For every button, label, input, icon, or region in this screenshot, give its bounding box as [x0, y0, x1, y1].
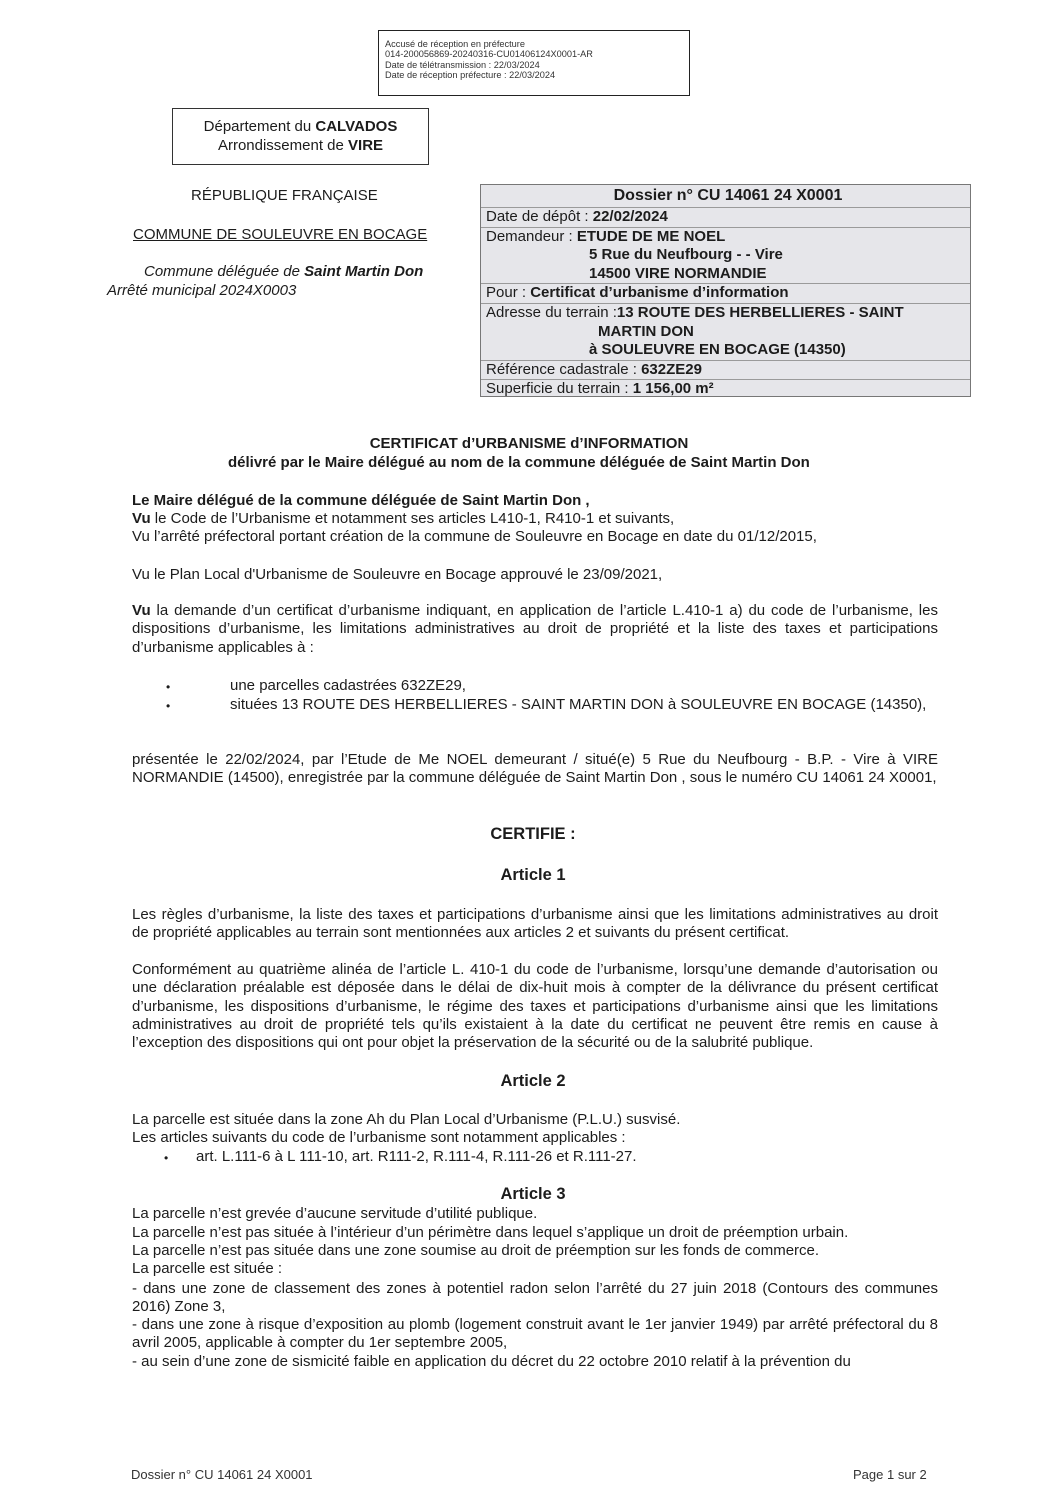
demandeur-name: ETUDE DE ME NOEL	[576, 227, 726, 245]
article-2-line-2: Les articles suivants du code de l’urbanisme sont notamment applicables :	[132, 1129, 626, 1146]
vu-keyword: Vu	[132, 602, 151, 619]
arrondissement-prefix: Arrondissement de	[217, 137, 349, 154]
address-bullet-text: situées 13 ROUTE DES HERBELLIERES - SAINT MARTIN DON à SOULEUVRE EN BOCAGE (14350),	[230, 696, 927, 713]
article-2-line-1: La parcelle est située dans la zone Ah du Plan Local d’Urbanisme (P.L.U.) susvisé.	[132, 1111, 681, 1128]
certifie-heading: CERTIFIE :	[490, 825, 576, 843]
department-line	[173, 117, 428, 136]
adresse-line: MARTIN DON	[598, 322, 694, 340]
article-3-dash-1: - dans une zone de classement des zones à potentiel radon selon l’arrêté du 27 juin 2018 (Contours des communes 2016) Zone 3,	[132, 1280, 938, 1316]
demandeur-address: 5 Rue du Neufbourg - - Vire	[589, 246, 783, 264]
demandeur-label: Demandeur :	[486, 227, 577, 245]
article-3-heading: Article 3	[500, 1185, 566, 1203]
superficie-row	[481, 380, 970, 399]
certificate-subtitle: délivré par le Maire délégué au nom de la commune déléguée de Saint Martin Don	[228, 454, 810, 471]
demandeur-row	[481, 228, 970, 285]
article-3-line-2: La parcelle n’est pas située à l’intérieur d’un périmètre dans lequel s’applique un droit de préemption urbain.	[132, 1224, 849, 1241]
parcel-bullet: une parcelles cadastrées 632ZE29,	[230, 677, 466, 694]
vu-plu-line: Vu le Plan Local d'Urbanisme de Souleuvre en Bocage approuvé le 23/09/2021,	[132, 566, 663, 583]
adresse-line: à SOULEUVRE EN BOCAGE (14350)	[589, 341, 846, 359]
depot-value: 22/02/2024	[592, 208, 668, 225]
demandeur-city: 14500 VIRE NORMANDIE	[589, 264, 767, 282]
vu-code-line	[132, 510, 938, 528]
dossier-box	[480, 184, 971, 397]
arrondissement-name: VIRE	[348, 137, 384, 154]
certificate-title: CERTIFICAT d’URBANISME d’INFORMATION	[369, 435, 689, 452]
bullet-icon: •	[166, 680, 171, 694]
vu-demande-paragraph	[132, 602, 938, 657]
receipt-line: Accusé de réception en préfecture	[385, 39, 525, 49]
bullet-icon: •	[166, 699, 171, 713]
receipt-line: Date de réception préfecture : 22/03/2024	[385, 70, 556, 81]
commune-deleguee	[144, 263, 423, 280]
vu-keyword: Vu	[132, 510, 151, 527]
depot-row	[481, 208, 970, 228]
pour-value: Certificat d’urbanisme d’information	[530, 284, 789, 302]
maire-text: Le Maire délégué de la commune déléguée de Saint Martin Don ,	[132, 492, 590, 509]
receipt-line: Date de télétransmission : 22/03/2024	[385, 59, 540, 70]
adresse-line: 13 ROUTE DES HERBELLIERES - SAINT	[616, 303, 904, 321]
department-name: CALVADOS	[315, 118, 398, 135]
commune-deleguee-name: Saint Martin Don	[304, 263, 424, 280]
department-box	[172, 108, 429, 165]
article-3-line-3: La parcelle n’est pas située dans une zone soumise au droit de préemption sur les fonds de commerce.	[132, 1242, 820, 1259]
footer-dossier-number: Dossier n° CU 14061 24 X0001	[131, 1467, 313, 1482]
prefecture-receipt-box	[378, 30, 690, 96]
arrondissement-line	[173, 136, 428, 155]
article-3-line-4: La parcelle est située :	[132, 1260, 283, 1277]
republique-heading: RÉPUBLIQUE FRANÇAISE	[191, 187, 378, 204]
article-2-heading: Article 2	[500, 1072, 566, 1090]
article-3-dash-3: - au sein d’une zone de sismicité faible en application du décret du 22 octobre 2010 relatif à la prévention du	[132, 1353, 851, 1370]
reference-label: Référence cadastrale :	[486, 360, 642, 378]
article-3-line-1: La parcelle n’est grevée d’aucune servitude d’utilité publique.	[132, 1205, 538, 1222]
reference-row	[481, 361, 970, 381]
presentee-paragraph: présentée le 22/02/2024, par l’Etude de Me NOEL demeurant / situé(e) 5 Rue du Neufbourg - B.P. - Vire à VIRE NORMANDIE (14500), enregistrée par la commune déléguée de Saint Martin Don , sous le numéro CU 14061 24 X0001,	[132, 751, 938, 787]
article-3-dash-2: - dans une zone à risque d’exposition au plomb (logement construit avant le 1er janvier 1949) par arrêté préfectoral du 8 avril 2005, applicable à compter du 1er septembre 2005,	[132, 1316, 938, 1352]
superficie-label: Superficie du terrain :	[486, 380, 633, 398]
adresse-row	[481, 304, 970, 361]
superficie-value: 1 156,00 m²	[632, 380, 714, 398]
adresse-label: Adresse du terrain :	[486, 303, 617, 321]
article-1-paragraph-1: Les règles d’urbanisme, la liste des taxes et participations d’urbanisme ainsi que les limitations administratives au droit de propriété applicables au terrain sont mentionnées aux articles 2 et suivants du présent certificat.	[132, 906, 938, 942]
vu-demande-text: la demande d’un certificat d’urbanisme indiquant, en application de l’article L.410-1 a) du code de l’urbanisme, les dispositions d’urbanisme, les limitations administratives au droit de propriété et la liste des taxes et participations d’urbanisme applicables à :	[132, 602, 938, 656]
dossier-title: Dossier n° CU 14061 24 X0001	[481, 185, 970, 208]
address-bullet	[230, 696, 938, 714]
receipt-line: 014-200056869-20240316-CU01406124X0001-AR	[385, 49, 593, 60]
commune-deleguee-prefix: Commune déléguée de	[144, 263, 305, 280]
maire-line	[132, 492, 938, 510]
bullet-icon: •	[164, 1151, 169, 1165]
article-1-heading: Article 1	[500, 866, 566, 884]
arrete-number: Arrêté municipal 2024X0003	[107, 282, 297, 299]
footer-page-number: Page 1 sur 2	[853, 1467, 927, 1482]
pour-label: Pour :	[486, 284, 531, 302]
vu-code-text: le Code de l’Urbanisme et notamment ses articles L410-1, R410-1 et suivants,	[150, 510, 675, 527]
depot-label: Date de dépôt :	[486, 208, 593, 225]
article-2-bullet: art. L.111-6 à L 111-10, art. R111-2, R.111-4, R.111-26 et R.111-27.	[196, 1148, 637, 1165]
reference-value: 632ZE29	[641, 360, 702, 378]
pour-row	[481, 284, 970, 304]
article-1-paragraph-2: Conformément au quatrième alinéa de l’article L. 410-1 du code de l’urbanisme, lorsqu’une demande d’autorisation ou une déclaration préalable est déposée dans le délai de dix-huit mois à compter de la délivrance du présent certificat d’urbanisme, les dispositions d’urbanisme, le régime des taxes et participations d’urbanisme ainsi que les limitations administratives au droit de propriété tels qu’ils existaient à la date du certificat ne peuvent être remis en cause à l’exception des dispositions qui ont pour objet la préservation de la sécurité ou de la salubrité publique.	[132, 961, 938, 1052]
department-prefix: Département du	[203, 118, 316, 135]
commune-heading: COMMUNE DE SOULEUVRE EN BOCAGE	[133, 226, 428, 243]
vu-arrete-line: Vu l’arrêté préfectoral portant création de la commune de Souleuvre en Bocage en date du 01/12/2015,	[132, 528, 817, 545]
